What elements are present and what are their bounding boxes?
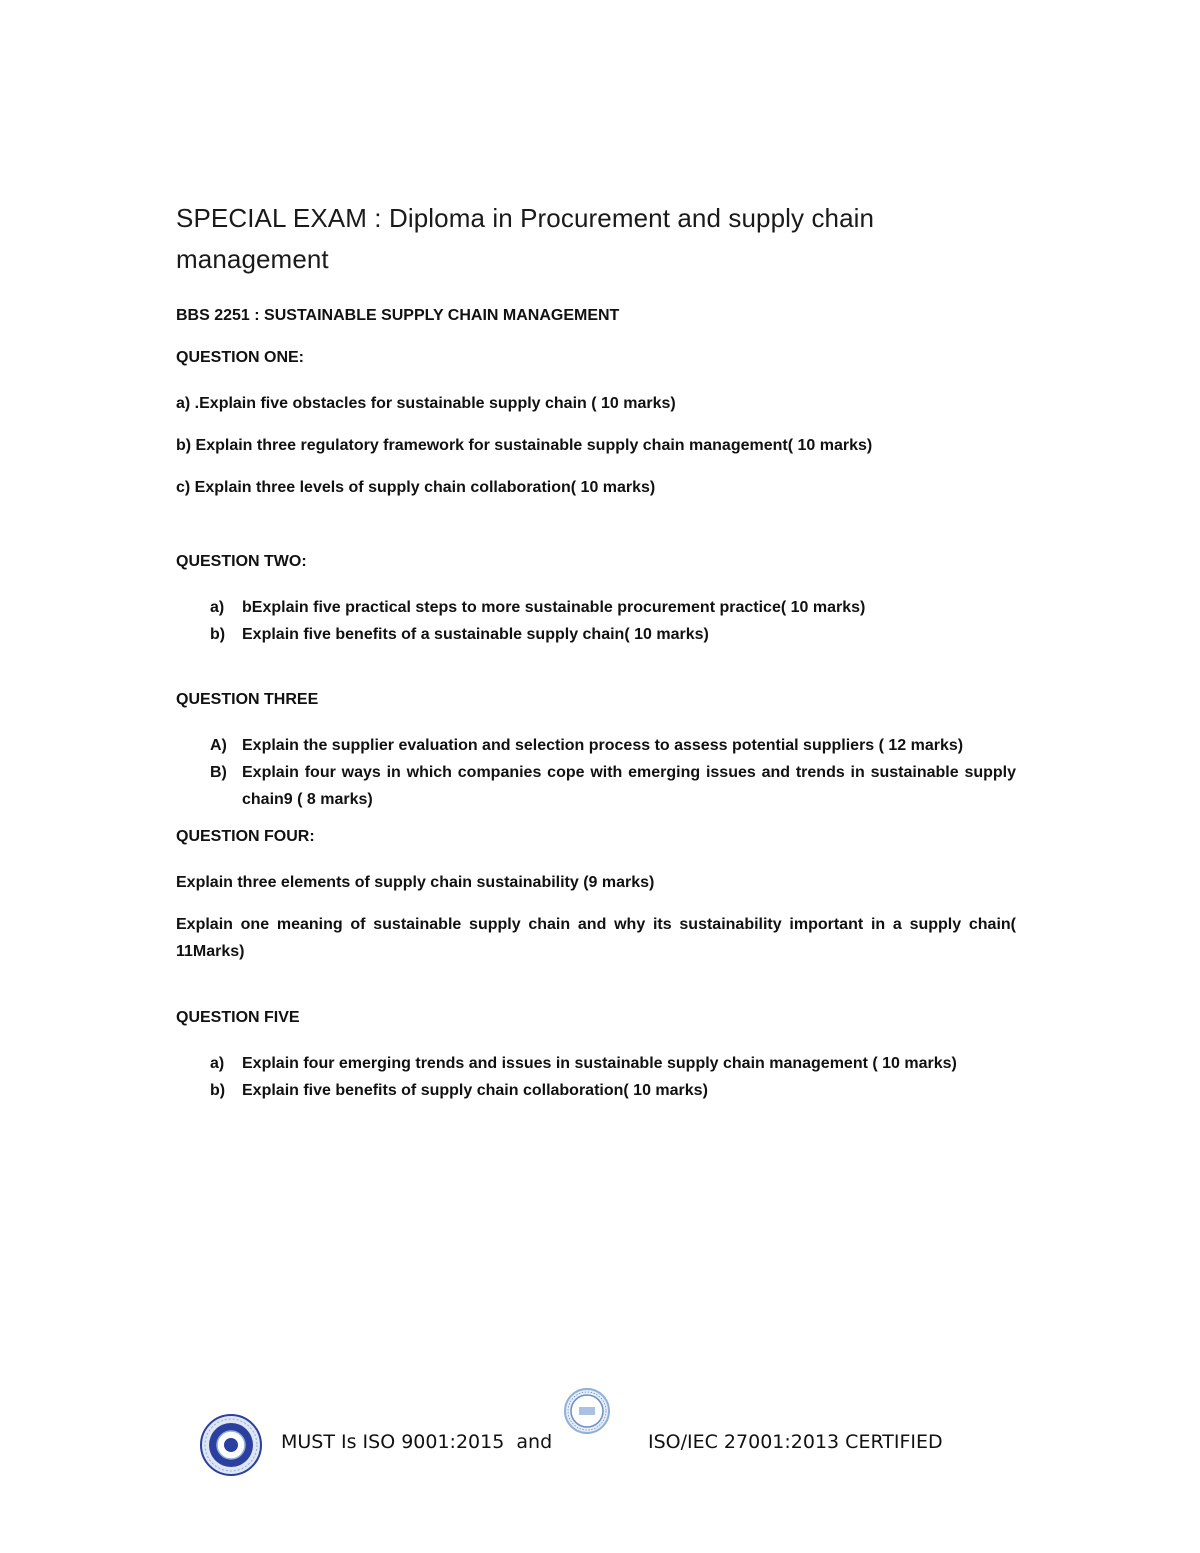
question-two-list (176, 594, 1016, 648)
certification-seal-icon (200, 1414, 262, 1476)
certification-footer (200, 1388, 1000, 1478)
list-marker: A) (210, 737, 227, 754)
list-item (176, 1050, 1016, 1077)
list-item-text: Explain four ways in which companies cope with emerging issues and trends in sustainable supply chain9 ( 8 marks) (242, 764, 1016, 808)
list-item-text: Explain five benefits of supply chain collaboration( 10 marks) (242, 1082, 708, 1099)
list-item (176, 732, 1016, 759)
spacer (176, 648, 1016, 690)
question-four-block (176, 869, 1016, 965)
exam-title: SPECIAL EXAM : Diploma in Procurement and supply chain management (176, 203, 875, 274)
footer-left-text: MUST Is ISO 9001:2015 and (281, 1431, 553, 1453)
question-five-list (176, 1050, 1016, 1104)
spacer (176, 980, 1016, 1008)
question-three-heading: QUESTION THREE (176, 691, 319, 708)
list-marker: a) (210, 1055, 225, 1072)
spacer (176, 813, 1016, 827)
list-marker: b) (210, 626, 226, 643)
question-three-list (176, 732, 1016, 813)
list-item-text: Explain the supplier evaluation and selection process to assess potential suppliers ( 12 marks) (242, 737, 964, 754)
exam-content (176, 198, 1016, 1104)
list-item (176, 621, 1016, 648)
list-marker: b) (210, 1082, 226, 1099)
spacer (176, 516, 1016, 552)
question-one-item-c: c) Explain three levels of supply chain collaboration( 10 marks) (176, 479, 656, 496)
list-marker: a) (210, 599, 225, 616)
list-item-text: Explain four emerging trends and issues in sustainable supply chain management ( 10 marks) (242, 1055, 957, 1072)
list-item (176, 594, 1016, 621)
list-item-text: bExplain five practical steps to more sustainable procurement practice( 10 marks) (242, 599, 866, 616)
question-four-item-1: Explain three elements of supply chain sustainability (9 marks) (176, 874, 655, 891)
question-four-heading: QUESTION FOUR: (176, 828, 315, 845)
list-item (176, 759, 1016, 813)
footer-right-text: ISO/IEC 27001:2013 CERTIFIED (648, 1431, 943, 1453)
course-code-title: BBS 2251 : SUSTAINABLE SUPPLY CHAIN MANAGEMENT (176, 307, 620, 324)
question-one-item-a: a) .Explain five obstacles for sustainable supply chain ( 10 marks) (176, 395, 676, 412)
question-five-heading: QUESTION FIVE (176, 1009, 300, 1026)
question-one-heading: QUESTION ONE: (176, 349, 305, 366)
question-one-item-b: b) Explain three regulatory framework for sustainable supply chain management( 10 marks) (176, 437, 873, 454)
list-marker: B) (210, 764, 227, 781)
list-item-text: Explain five benefits of a sustainable supply chain( 10 marks) (242, 626, 709, 643)
list-item (176, 1077, 1016, 1104)
iso-seal-icon (564, 1388, 610, 1434)
question-four-item-2: Explain one meaning of sustainable supply chain and why its sustainability important in a supply chain( 11Marks) (176, 916, 1016, 960)
question-two-heading: QUESTION TWO: (176, 553, 307, 570)
